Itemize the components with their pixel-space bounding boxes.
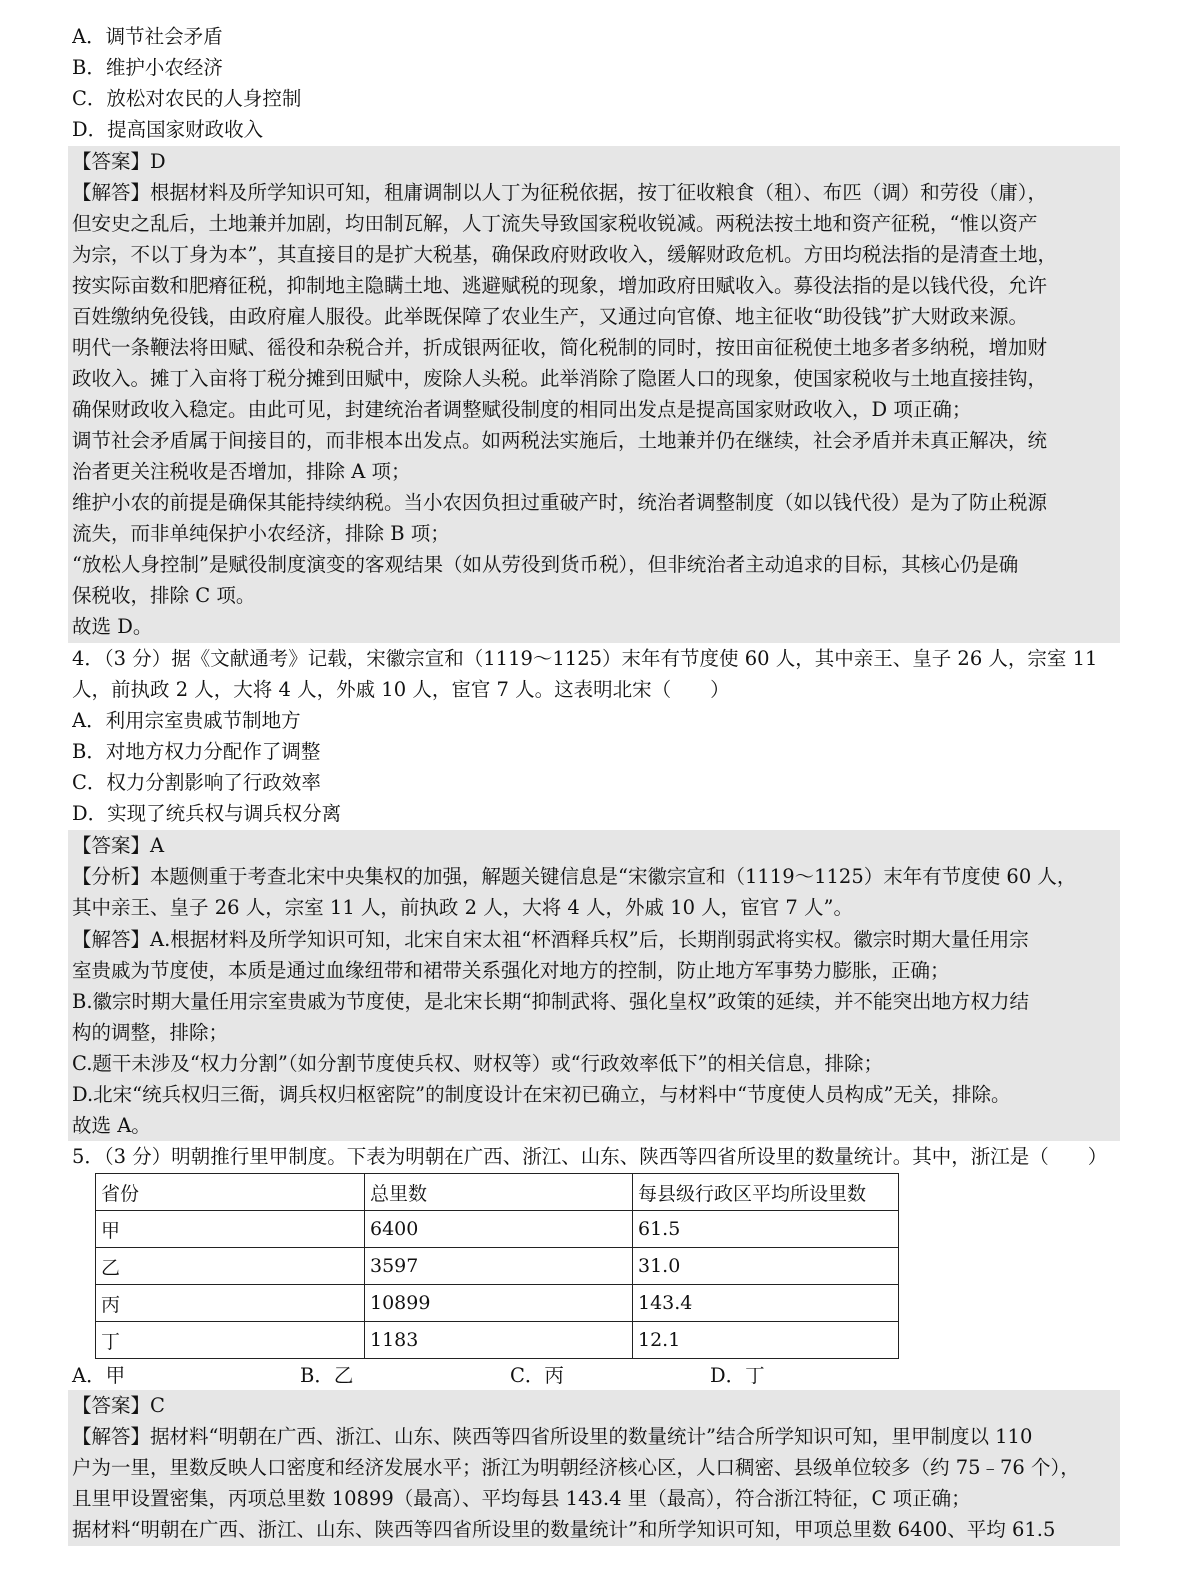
q4-solution-line: C.题干未涉及“权力分割”（如分割节度使兵权、财权等）或“行政效率低下”的相关信息，排除；	[72, 1052, 884, 1075]
q5-choice-d: D．丁	[710, 1364, 765, 1387]
q3-solution-line: 治者更关注税收是否增加，排除 A 项；	[72, 460, 411, 483]
q4-analysis-line: 其中亲王、皇子 26 人，宗室 11 人，前执政 2 人，大将 4 人，外戚 10 人，宦官 7 人”。	[72, 896, 854, 919]
table-header-cell: 省份	[96, 1174, 365, 1211]
q4-solution-line: 构的调整，排除；	[72, 1021, 229, 1044]
q3-solution-line: 为宗，不以丁身为本”，其直接目的是扩大税基，确保政府财政收入，缓解财政危机。方田均税法指的是清查土地，	[72, 243, 1057, 266]
q5-stem: 5．（3 分）明朝推行里甲制度。下表为明朝在广西、浙江、山东、陕西等四省所设里的数量统计。其中，浙江是（ ）	[72, 1145, 1108, 1168]
q3-solution-line: 但安史之乱后，土地兼并加剧，均田制瓦解，人丁流失导致国家税收锐减。两税法按土地和资产征税，“惟以资产	[72, 212, 1038, 235]
q3-solution-line: 故选 D。	[72, 615, 153, 638]
q5-choice-c: C．丙	[510, 1364, 564, 1387]
q3-option-d: D．提高国家财政收入	[72, 118, 264, 141]
table-row	[96, 1285, 899, 1322]
q4-solution-line: 室贵戚为节度使，本质是通过血缘纽带和裙带关系强化对地方的控制，防止地方军事势力膨胀，正确；	[72, 959, 950, 982]
q4-solution-line: B.徽宗时期大量任用宗室贵戚为节度使，是北宋长期“抑制武将、强化皇权”政策的延续，并不能突出地方权力结	[72, 990, 1029, 1013]
table-cell: 乙	[96, 1248, 365, 1285]
q3-option-a: A．调节社会矛盾	[72, 25, 223, 48]
table-cell: 10899	[365, 1285, 633, 1322]
q3-solution-line: 确保财政收入稳定。由此可见，封建统治者调整赋役制度的相同出发点是提高国家财政收入，D 项正确；	[72, 398, 972, 421]
q4-solution-line: D.北宋“统兵权归三衙，调兵权归枢密院”的制度设计在宋初已确立，与材料中“节度使人员构成”无关，排除。	[72, 1083, 1011, 1106]
table-cell: 丙	[96, 1285, 365, 1322]
table-header-cell: 总里数	[365, 1174, 633, 1211]
q4-option-b: B．对地方权力分配作了调整	[72, 740, 321, 763]
table-header-cell: 每县级行政区平均所设里数	[633, 1174, 899, 1211]
q3-option-b: B．维护小农经济	[72, 56, 223, 79]
q3-solution-line: 百姓缴纳免役钱，由政府雇人服役。此举既保障了农业生产，又通过向官僚、地主征收“助役钱”扩大财政来源。	[72, 305, 1028, 328]
table-row	[96, 1322, 899, 1359]
q5-choice-a: A．甲	[72, 1364, 126, 1387]
q4-option-c: C．权力分割影响了行政效率	[72, 771, 321, 794]
q3-solution-line: 【解答】根据材料及所学知识可知，租庸调制以人丁为征税依据，按丁征收粮食（租）、布匹（调）和劳役（庸），	[72, 181, 1048, 204]
table-cell: 3597	[365, 1248, 633, 1285]
table-cell: 1183	[365, 1322, 633, 1359]
q5-solution-line: 且里甲设置密集，丙项总里数 10899（最高）、平均每县 143.4 里（最高），符合浙江特征，C 项正确；	[72, 1487, 971, 1510]
q3-solution-line: 流失，而非单纯保护小农经济，排除 B 项；	[72, 522, 450, 545]
q4-solution-line: 故选 A。	[72, 1114, 151, 1137]
table-row	[96, 1248, 899, 1285]
table-cell: 12.1	[633, 1322, 899, 1359]
q5-data-table	[95, 1173, 899, 1359]
q4-answer: 【答案】A	[72, 834, 165, 857]
q4-option-a: A．利用宗室贵戚节制地方	[72, 709, 301, 732]
q4-analysis-line: 【分析】本题侧重于考查北宋中央集权的加强，解题关键信息是“宋徽宗宣和（1119～1125）末年有节度使 60 人，	[72, 865, 1077, 888]
table-cell: 甲	[96, 1211, 365, 1248]
q3-solution-line: 明代一条鞭法将田赋、徭役和杂税合并，折成银两征收，简化税制的同时，按田亩征税使土地多者多纳税，增加财	[72, 336, 1048, 359]
q3-solution-line: 保税收，排除 C 项。	[72, 584, 256, 607]
table-header-row	[96, 1174, 899, 1211]
table-cell: 丁	[96, 1322, 365, 1359]
q5-choice-b: B．乙	[300, 1364, 354, 1387]
q4-stem-line: 4．（3 分）据《文献通考》记载，宋徽宗宣和（1119～1125）末年有节度使 60 人，其中亲王、皇子 26 人，宗室 11	[72, 647, 1098, 670]
q5-solution-line: 【解答】据材料“明朝在广西、浙江、山东、陕西等四省所设里的数量统计”结合所学知识可知，里甲制度以 110	[72, 1425, 1033, 1448]
q3-answer: 【答案】D	[72, 150, 166, 173]
table-cell: 31.0	[633, 1248, 899, 1285]
q3-solution-line: 按实际亩数和肥瘠征税，抑制地主隐瞒土地、逃避赋税的现象，增加政府田赋收入。募役法指的是以钱代役，允许	[72, 274, 1048, 297]
q3-solution-line: 维护小农的前提是确保其能持续纳税。当小农因负担过重破产时，统治者调整制度（如以钱代役）是为了防止税源	[72, 491, 1048, 514]
table-row	[96, 1211, 899, 1248]
table-cell: 6400	[365, 1211, 633, 1248]
table-cell: 61.5	[633, 1211, 899, 1248]
q4-option-d: D．实现了统兵权与调兵权分离	[72, 802, 342, 825]
q3-option-c: C．放松对农民的人身控制	[72, 87, 302, 110]
q5-answer: 【答案】C	[72, 1394, 165, 1417]
q5-solution-line: 户为一里，里数反映人口密度和经济发展水平；浙江为明朝经济核心区，人口稠密、县级单位较多（约 75﹣76 个），	[72, 1456, 1080, 1479]
q3-solution-line: 调节社会矛盾属于间接目的，而非根本出发点。如两税法实施后，土地兼并仍在继续，社会矛盾并未真正解决，统	[72, 429, 1048, 452]
q4-solution-line: 【解答】A.根据材料及所学知识可知，北宋自宋太祖“杯酒释兵权”后，长期削弱武将实权。徽宗时期大量任用宗	[72, 928, 1029, 951]
table-cell: 143.4	[633, 1285, 899, 1322]
q3-solution-line: “放松人身控制”是赋役制度演变的客观结果（如从劳役到货币税），但非统治者主动追求的目标，其核心仍是确	[72, 553, 1019, 576]
q4-stem-line: 人，前执政 2 人，大将 4 人，外戚 10 人，宦官 7 人。这表明北宋（ ）	[72, 678, 730, 701]
q3-solution-line: 政收入。摊丁入亩将丁税分摊到田赋中，废除人头税。此举消除了隐匿人口的现象，使国家税收与土地直接挂钩，	[72, 367, 1048, 390]
q5-solution-line: 据材料“明朝在广西、浙江、山东、陕西等四省所设里的数量统计”和所学知识可知，甲项总里数 6400、平均 61.5	[72, 1518, 1056, 1541]
